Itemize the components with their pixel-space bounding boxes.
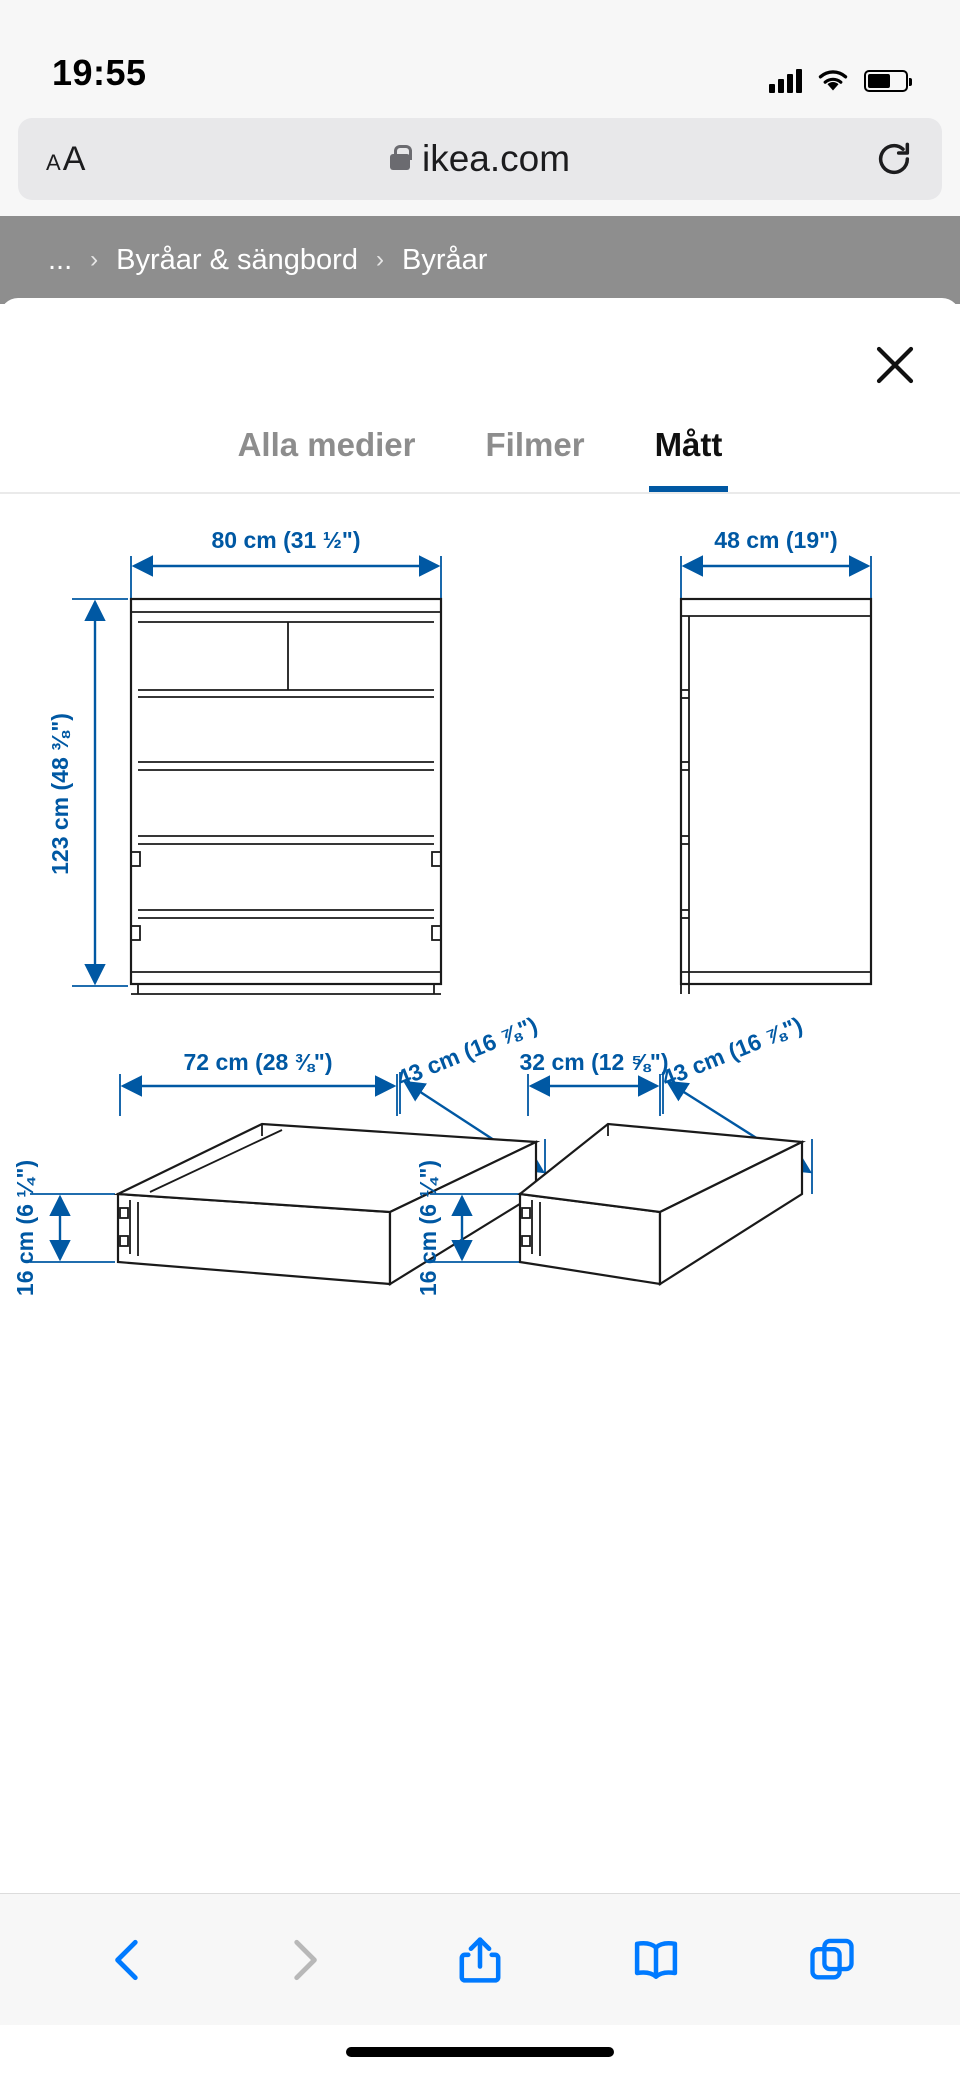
back-chevron-icon[interactable] [92, 1924, 164, 1996]
tab-filmer[interactable]: Filmer [485, 426, 585, 463]
cellular-signal-icon [769, 69, 802, 93]
book-icon[interactable] [620, 1924, 692, 1996]
tabs-icon[interactable] [796, 1924, 868, 1996]
large-drawer-depth-cm-label: 43 cm (16 ⅞") [393, 1011, 541, 1092]
breadcrumb-item-2[interactable]: Byråar [401, 243, 488, 276]
url-bar-field[interactable] [18, 118, 942, 200]
status-time: 19:55 [52, 52, 147, 93]
breadcrumb-separator: › [90, 246, 99, 273]
front-height-label: 123 cm (48 ⅜") [47, 713, 73, 875]
small-drawer-width-label: 32 cm (12 ⅝") [519, 1049, 669, 1075]
wifi-icon [816, 68, 850, 94]
breadcrumb-item-0[interactable]: ... [48, 243, 73, 276]
lock-icon [390, 154, 410, 170]
large-drawer-height-label: 16 cm (6 ¼") [12, 1159, 38, 1297]
status-indicators [769, 68, 908, 94]
front-width-label: 80 cm (31 ½") [211, 527, 361, 553]
close-icon[interactable] [864, 334, 926, 396]
home-indicator[interactable] [346, 2047, 614, 2057]
breadcrumb-item-1[interactable]: Byråar & sängbord [116, 243, 358, 276]
dimension-diagram [0, 494, 960, 1893]
battery-icon [864, 70, 908, 92]
media-tabs [0, 416, 960, 494]
small-drawer-height-label: 16 cm (6 ¼") [415, 1159, 441, 1297]
breadcrumb-separator: › [375, 246, 384, 273]
url-text: ikea.com [421, 138, 571, 179]
breadcrumb [0, 216, 960, 304]
dimension-drawings [0, 494, 960, 1893]
browser-url-bar [0, 118, 960, 216]
large-drawer-width-label: 72 cm (28 ⅜") [183, 1049, 333, 1075]
browser-toolbar [0, 1893, 960, 2025]
share-icon[interactable] [444, 1924, 516, 1996]
text-size-button[interactable]: A A [46, 139, 86, 178]
status-bar [0, 0, 960, 118]
tab-matt[interactable]: Mått [649, 416, 729, 492]
media-sheet [0, 298, 960, 2079]
tab-alla-medier[interactable]: Alla medier [237, 426, 416, 463]
forward-chevron-icon[interactable] [268, 1924, 340, 1996]
small-drawer-depth-label: 43 cm (16 ⅞") [658, 1011, 806, 1092]
reload-icon[interactable] [874, 139, 914, 179]
home-indicator-area [0, 2025, 960, 2079]
side-depth-label: 48 cm (19") [714, 527, 838, 553]
url-display [18, 138, 942, 180]
